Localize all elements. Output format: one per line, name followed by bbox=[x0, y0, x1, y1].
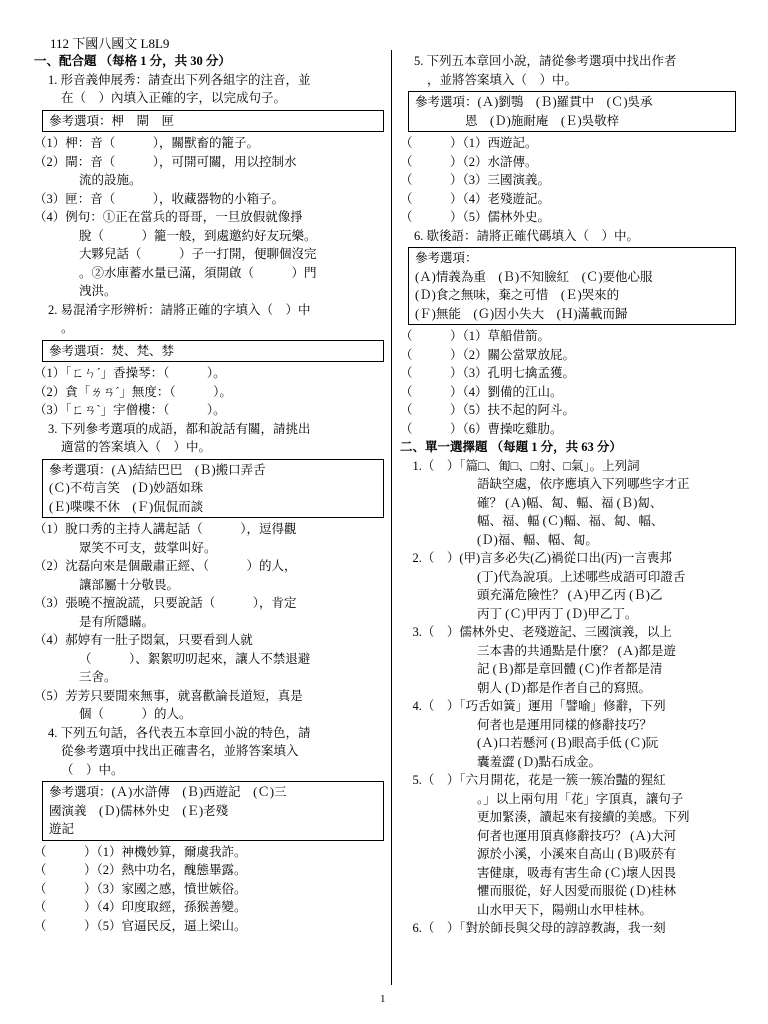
question-line: 3. 下列參考選項的成語，都和說話有關，請挑出 bbox=[48, 421, 311, 436]
question-line: 語缺空處，依序應填入下列哪些字才正 bbox=[477, 477, 690, 491]
question-line: 1.（ ）「篇□、匍□、□射、□氣」。上列詞 bbox=[400, 458, 640, 473]
question-line: ，並將答案填入（ ）中。 bbox=[427, 72, 578, 87]
question-line: （ ）（5）儒林外史。 bbox=[400, 210, 551, 224]
options-row: 參考選項：焚、梵、棼 bbox=[49, 343, 175, 358]
options-row: 參考選項：(Ａ)結結巴巴 (Ｂ)搬口弄舌 bbox=[49, 462, 266, 477]
section-heading: 二、單一選擇題 （每題 1 分，共 63 分） bbox=[400, 440, 622, 454]
question-line: （ ）（2）熱中功名，醜態畢露。 bbox=[34, 863, 247, 877]
options-row: (Ａ)情義為重 (Ｂ)不知臉紅 (Ｃ)要他心服 bbox=[415, 269, 653, 284]
question-line: 眾笑不可支，鼓掌叫好。 bbox=[79, 540, 217, 555]
question-line: 3.（ ）儒林外史、老殘遊記、三國演義，以上 bbox=[400, 625, 672, 639]
question-line: 適當的答案填入（ ）中。 bbox=[61, 440, 212, 454]
options-row: 參考選項：(Ａ)水滸傳 (Ｂ)西遊記 (Ｃ)三 bbox=[49, 785, 287, 799]
options-row: 參考選項： bbox=[415, 251, 478, 265]
question-line: （ ）（3）孔明七擒孟獲。 bbox=[400, 366, 576, 380]
question-line: （ ）（2）水滸傳。 bbox=[400, 154, 538, 169]
question-line: （ ）（4）劉備的江山。 bbox=[400, 384, 563, 399]
question-line: (Ａ)口若懸河 (Ｂ)眼高手低 (Ｃ)阮 bbox=[477, 736, 659, 750]
section-heading: 一、配合題 （每格 1 分，共 30 分） bbox=[34, 54, 231, 68]
options-box bbox=[42, 340, 384, 363]
question-line: 2.（ ）(甲)言多必失(乙)禍從口出(丙)一言喪邦 bbox=[400, 551, 672, 565]
right-column bbox=[400, 52, 736, 938]
options-box bbox=[408, 247, 736, 325]
question-line: 何者也是運用同樣的修辭技巧？ bbox=[477, 717, 653, 732]
question-line: 1. 形音義伸展秀：請查出下列各組字的注音，並 bbox=[48, 72, 311, 87]
question-line: 記 (Ｂ)都是章回體 (Ｃ)作者都是清 bbox=[477, 662, 663, 676]
options-row: 參考選項：柙 閘 匣 bbox=[49, 113, 175, 128]
question-line: 4. 下列五句話，各代表五本章回小說的特色，請 bbox=[48, 725, 311, 740]
question-line: 。」以上兩句用「花」字頂真，讓句子 bbox=[477, 791, 684, 806]
question-line: （ ）中。 bbox=[61, 762, 124, 777]
question-line: （5）芳芳只要閒來無事，就喜歡論長道短，真是 bbox=[34, 688, 303, 703]
question-line: （ ）（1）西遊記。 bbox=[400, 136, 538, 150]
question-line: 囊羞澀 (Ｄ)點石成金。 bbox=[477, 754, 601, 769]
options-row: (Ｃ)不苟言笑 (Ｄ)妙語如珠 bbox=[49, 481, 204, 495]
question-line: 懼而服從，好人因愛而服從 (Ｄ)桂林 bbox=[477, 884, 676, 898]
question-line: （2）貪「ㄌㄢˊ」無度：（ ）。 bbox=[34, 384, 232, 399]
question-line: 。 bbox=[61, 321, 74, 335]
page-number: 1 bbox=[380, 993, 386, 1005]
question-line: （3）匣：音（ ），收藏器物的小箱子。 bbox=[34, 191, 285, 206]
options-row: (Ｄ)食之無味，棄之可惜 (Ｅ)哭來的 bbox=[415, 288, 620, 302]
options-row: 遊記 bbox=[49, 822, 75, 836]
question-line: （ ）（3）家國之感，憤世嫉俗。 bbox=[34, 881, 247, 896]
question-line: （1）柙：音（ ），關獸畜的籠子。 bbox=[34, 136, 260, 150]
options-row: (Ｅ)喋喋不休 (Ｆ)侃侃而談 bbox=[49, 499, 204, 514]
question-line: 個（ ）的人。 bbox=[79, 707, 192, 721]
options-row: 恩 (Ｄ)施耐庵 (Ｅ)吳敬梓 bbox=[415, 113, 620, 128]
question-line: 三本書的共通點是什麼？ (Ａ)都是遊 bbox=[477, 643, 676, 658]
question-line: 6.（ ）「對於師長與父母的諄諄教誨，我一刻 bbox=[400, 921, 666, 935]
question-line: （ ）（1）神機妙算，爾虞我詐。 bbox=[34, 844, 247, 859]
question-line: 三舍。 bbox=[79, 670, 117, 684]
question-line: （ ）（3）三國演義。 bbox=[400, 173, 551, 187]
question-line: 讓部屬十分敬畏。 bbox=[79, 577, 180, 592]
question-line: 害健康，吸毒有害生命 (Ｃ)壞人因畏 bbox=[477, 865, 676, 880]
question-line: 2. 易混淆字形辨析：請將正確的字填入（ ）中 bbox=[48, 302, 311, 317]
question-line: （3）「ㄈㄢˋ」宇僧樓：（ ）。 bbox=[34, 403, 226, 417]
question-line: (丁)代為說項。上述哪些成語可印證舌 bbox=[477, 569, 686, 584]
question-line: （ ）（4）印度取經，孫猴善變。 bbox=[34, 900, 247, 914]
question-line: 4.（ ）「巧舌如簧」運用「譬喻」修辭，下列 bbox=[400, 699, 666, 713]
question-line: （ ）（6）曹操吃雞肋。 bbox=[400, 421, 563, 436]
options-box bbox=[42, 781, 384, 841]
question-line: （ ）（5）官逼民反，逼上梁山。 bbox=[34, 918, 247, 933]
question-line: 從參考選項中找出正確書名，並將答案填入 bbox=[61, 744, 299, 758]
question-line: 山水甲天下，陽朔山水甲桂林。 bbox=[477, 902, 653, 917]
options-box bbox=[42, 459, 384, 519]
question-line: 在（ ）內填入正確的字，以完成句子。 bbox=[61, 91, 287, 105]
question-line: 丙丁 (Ｃ)甲丙丁 (Ｄ)甲乙丁。 bbox=[477, 606, 638, 621]
options-box bbox=[42, 110, 384, 133]
question-line: 源於小溪，小溪來自高山 (Ｂ)吸菸有 bbox=[477, 847, 676, 861]
question-line: 更加緊湊，讀起來有接續的美感。下列 bbox=[477, 810, 690, 824]
question-line: 何者也運用頂真修辭技巧？ (Ａ)大河 bbox=[477, 828, 676, 843]
question-line: 幅、福、輻 (Ｃ)輻、福、匐、幅、 bbox=[477, 514, 664, 528]
question-line: 6. 歇後語：請將正確代碼填入（ ）中。 bbox=[414, 228, 640, 243]
question-line: （2）沈磊向來是個嚴肅正經、（ ）的人， bbox=[34, 559, 297, 573]
question-line: （ ）、絮絮叨叨起來，讓人不禁退避 bbox=[79, 651, 311, 666]
column-divider bbox=[391, 50, 392, 985]
left-column bbox=[34, 52, 384, 935]
question-line: （ ）（1）草船借箭。 bbox=[400, 329, 551, 343]
options-row: (Ｆ)無能 (Ｇ)因小失大 (Ｈ)滿載而歸 bbox=[415, 306, 628, 321]
question-line: 。②水庫蓄水量已滿，須開啟（ ）門 bbox=[79, 265, 317, 280]
options-row: 參考選項：(Ａ)劉鶚 (Ｂ)羅貫中 (Ｃ)吳承 bbox=[415, 95, 653, 109]
question-line: （2）閘：音（ ），可開可關，用以控制水 bbox=[34, 154, 297, 169]
question-line: 脫（ ）籠一般，到處邀約好友玩樂。 bbox=[79, 228, 317, 243]
question-line: 5. 下列五本章回小說，請從參考選項中找出作者 bbox=[414, 54, 677, 68]
options-box bbox=[408, 91, 736, 132]
options-row: 國演義 (Ｄ)儒林外史 (Ｅ)老殘 bbox=[49, 803, 229, 818]
question-line: (Ｄ)福、輻、幅、匐。 bbox=[477, 532, 598, 547]
question-line: （1）「ㄈㄣˊ」香操琴：（ ）。 bbox=[34, 366, 226, 380]
question-line: 頭充滿危險性？ (Ａ)甲乙丙 (Ｂ)乙 bbox=[477, 588, 663, 602]
question-line: （1）脫口秀的主持人講起話（ ），逗得觀 bbox=[34, 522, 297, 536]
question-line: （ ）（5）扶不起的阿斗。 bbox=[400, 403, 576, 417]
question-line: 大夥兒話（ ）子一打開，便聊個沒完 bbox=[79, 247, 317, 261]
question-line: （3）張曉不擅說謊，只要說話（ ），肯定 bbox=[34, 596, 297, 610]
question-line: （ ）（2）關公當眾放屁。 bbox=[400, 347, 576, 362]
question-line: （4）例句：①正在當兵的哥哥，一旦放假就像掙 bbox=[34, 210, 303, 224]
question-line: 洩洪。 bbox=[79, 284, 117, 298]
question-line: 流的設施。 bbox=[79, 173, 142, 187]
question-line: 5.（ ）「六月開花，花是一簇一簇冶豔的猩紅 bbox=[400, 773, 666, 787]
page-header: 112 下國八國文 L8L9 bbox=[50, 36, 170, 51]
question-line: （4）郝婷有一肚子悶氣，只要看到人就 bbox=[34, 633, 253, 647]
question-line: 朝人 (Ｄ)都是作者自己的寫照。 bbox=[477, 680, 651, 695]
question-line: （ ）（4）老殘遊記。 bbox=[400, 191, 551, 206]
question-line: 是有所隱瞞。 bbox=[79, 614, 155, 629]
question-line: 確？ (Ａ)幅、匐、輻、福 (Ｂ)匐、 bbox=[477, 495, 663, 510]
